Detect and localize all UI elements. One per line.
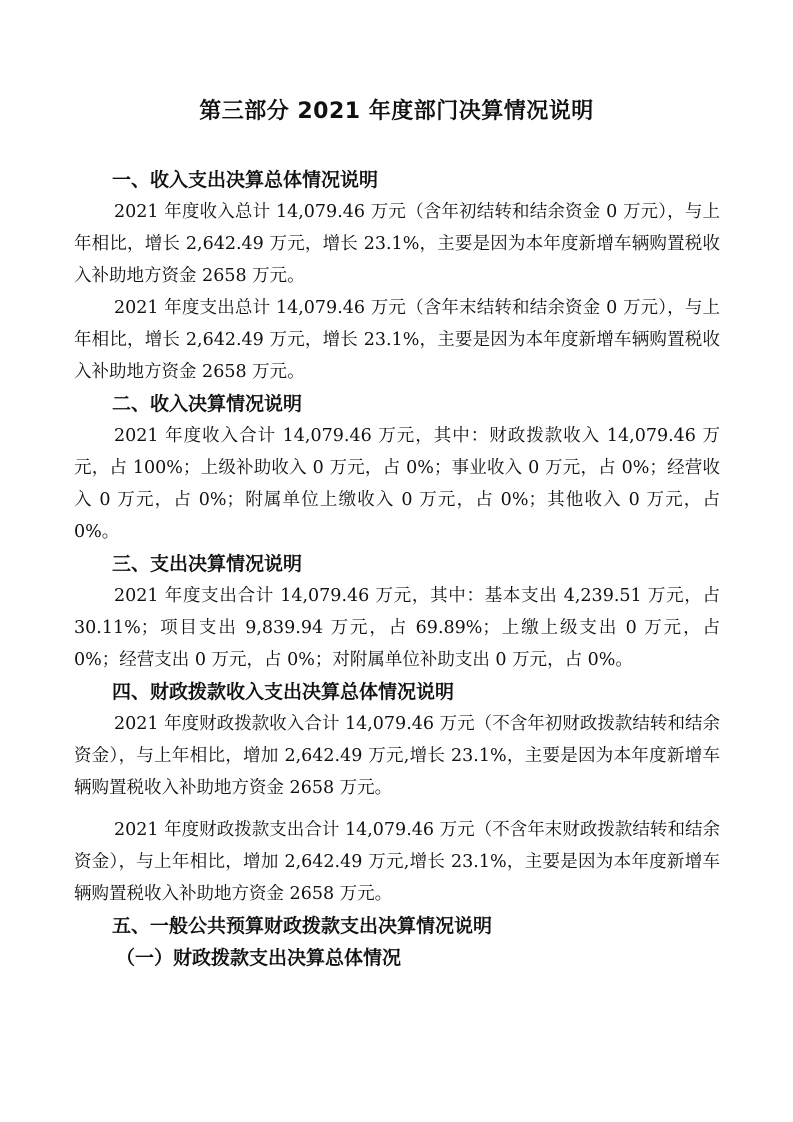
paragraph-fiscal-expense: 2021 年度财政拨款支出合计 14,079.46 万元（不含年末财政拨款结转和结余资金），与上年相比，增加 2,642.49 万元,增长 23.1%，主要是因为本年度新增车辆购置税收入补助地方资金 2658 万元。 xyxy=(74,820,720,904)
section-heading-5: 五、一般公共预算财政拨款支出决算情况说明 xyxy=(112,915,493,937)
document-body xyxy=(74,164,720,974)
paragraph-income-total: 2021 年度收入总计 14,079.46 万元（含年初结转和结余资金 0 万元），与上年相比，增长 2,642.49 万元，增长 23.1%，主要是因为本年度新增车辆购置税收入补助地方资金 2658 万元。 xyxy=(74,202,720,286)
section-heading-3: 三、支出决算情况说明 xyxy=(112,553,303,575)
section-heading-2: 二、收入决算情况说明 xyxy=(112,393,303,415)
section-heading-1: 一、收入支出决算总体情况说明 xyxy=(112,169,379,191)
page-title: 第三部分 2021 年度部门决算情况说明 xyxy=(199,99,594,124)
paragraph-fiscal-income: 2021 年度财政拨款收入合计 14,079.46 万元（不含年初财政拨款结转和结余资金），与上年相比，增加 2,642.49 万元,增长 23.1%，主要是因为本年度新增车辆购置税收入补助地方资金 2658 万元。 xyxy=(74,714,720,798)
paragraph-expense-total: 2021 年度支出总计 14,079.46 万元（含年末结转和结余资金 0 万元），与上年相比，增长 2,642.49 万元，增长 23.1%，主要是因为本年度新增车辆购置税收入补助地方资金 2658 万元。 xyxy=(74,298,720,382)
paragraph-income-detail: 2021 年度收入合计 14,079.46 万元，其中：财政拨款收入 14,079.46 万元，占 100%；上级补助收入 0 万元，占 0%；事业收入 0 万元，占 0%；经营收入 0 万元，占 0%；附属单位上缴收入 0 万元，占 0%；其他收入 0 万元，占 0%。 xyxy=(74,426,720,542)
subsection-heading-1: （一）财政拨款支出决算总体情况 xyxy=(116,947,402,969)
section-heading-4: 四、财政拨款收入支出决算总体情况说明 xyxy=(112,681,455,703)
paragraph-expense-detail: 2021 年度支出合计 14,079.46 万元，其中：基本支出 4,239.51 万元，占 30.11%；项目支出 9,839.94 万元，占 69.89%；上缴上级支出 0 万元，占 0%；经营支出 0 万元，占 0%；对附属单位补助支出 0 万元，占 0%。 xyxy=(74,586,720,670)
